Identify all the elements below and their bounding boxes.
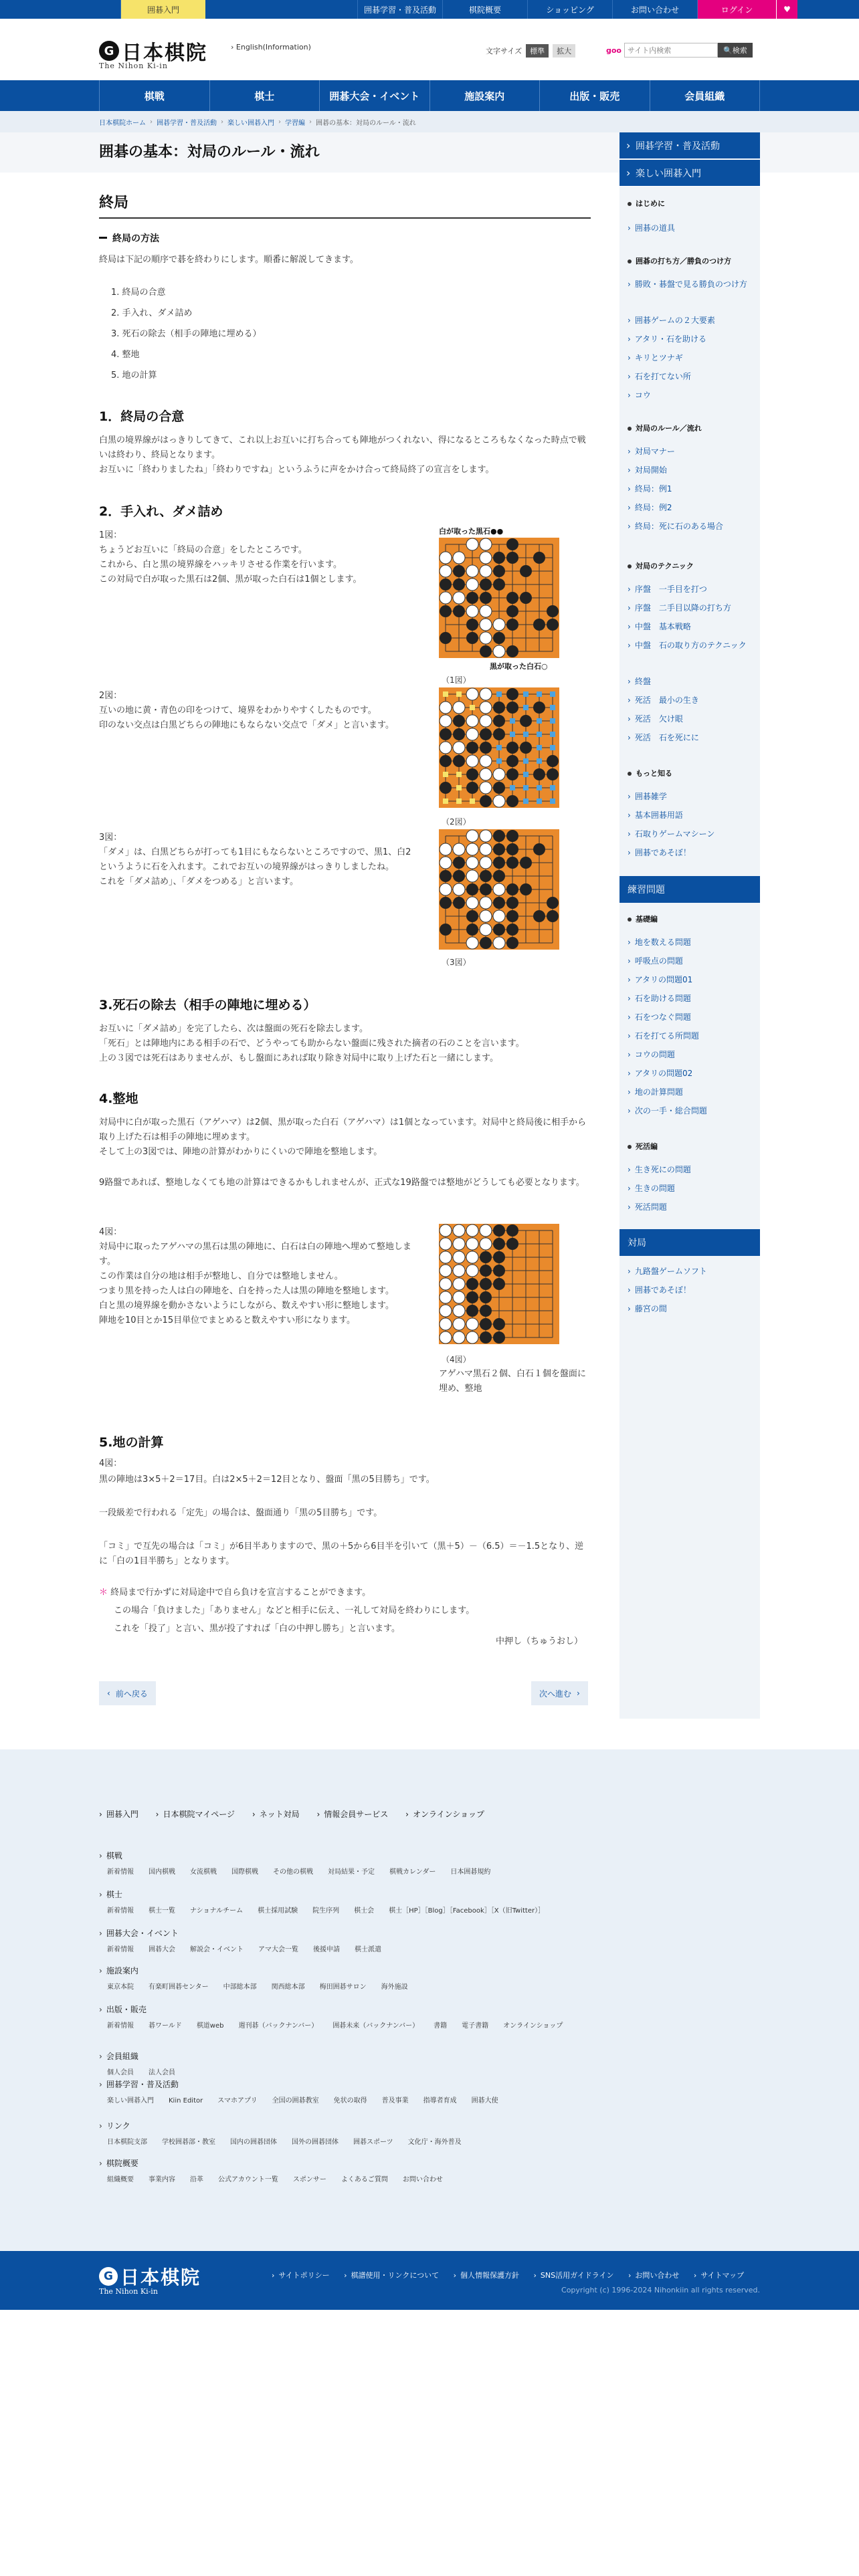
nav-facilities[interactable]: 施設案内 bbox=[430, 80, 540, 111]
footer-group-title[interactable]: › 出版・販売 bbox=[99, 2004, 741, 2015]
nav-events[interactable]: 囲碁大会・イベント bbox=[319, 80, 430, 111]
footer-link[interactable]: › 日本棋院マイページ bbox=[156, 1810, 235, 1819]
sidebar-link[interactable]: › 中盤 石の取り方のテクニック bbox=[628, 637, 748, 655]
footer-link[interactable]: 国内棋戦 bbox=[149, 1868, 175, 1876]
sidebar-link[interactable]: › 終盤 bbox=[628, 673, 748, 691]
footer-link[interactable]: 国外の囲碁団体 bbox=[292, 2139, 339, 2146]
footer-bottom-link[interactable]: › サイトマップ bbox=[694, 2271, 744, 2280]
footer-link[interactable]: 棋士［HP］［Blog］［Facebook］［X（旧Twitter）］ bbox=[389, 1907, 545, 1915]
footer-link[interactable]: スポンサー bbox=[292, 2176, 326, 2183]
sidebar-link[interactable]: › 死活 最小の生き bbox=[628, 691, 748, 710]
global-nav bbox=[0, 80, 859, 111]
step-item: 1. 終局の合意 bbox=[111, 288, 166, 298]
heading-dame: 2．手入れ、ダメ詰め bbox=[99, 504, 223, 519]
sidebar-cat-more: もっと知る bbox=[628, 768, 672, 778]
footer-link[interactable]: 院生序列 bbox=[312, 1907, 340, 1915]
login-button[interactable]: ログイン bbox=[697, 0, 776, 19]
step-item: 2. 手入れ、ダメ詰め bbox=[111, 308, 193, 318]
footer-link[interactable]: 週刊碁（バックナンバー） bbox=[238, 2022, 318, 2030]
agree-paragraph-1: 白黒の境界線がはっきりしてきて、これ以上お互いに打ち合っても陣地がつくれない、得になるところもなくなった時点で戦いは終わり、終局となります。 bbox=[99, 435, 586, 460]
sidebar-link[interactable]: › 勝敗・碁盤で見る勝負のつけ方 bbox=[628, 276, 748, 294]
footer-link[interactable]: 新着情報 bbox=[107, 1868, 134, 1876]
sidebar-link[interactable]: › 呼吸点の問題 bbox=[628, 952, 748, 970]
fig1-captured-white: 黒が取った白石○ bbox=[490, 662, 548, 671]
footer-link[interactable]: 棋戦カレンダー bbox=[389, 1868, 436, 1876]
method-intro: 終局は下記の順序で碁を終わりにします。順番に解説してきます。 bbox=[99, 255, 359, 265]
footer-group bbox=[99, 1965, 741, 1994]
footer-bottom-link[interactable]: › お問い合わせ bbox=[628, 2271, 679, 2280]
footer-bottom-link[interactable]: › 個人情報保護方針 bbox=[454, 2271, 519, 2280]
copyright: Copyright (c) 1996-2024 Nihonkiin all rights reserved. bbox=[561, 2286, 760, 2294]
fig4-caption-2: アゲハマ黒石２個、白石１個を盤面に埋め、整地 bbox=[439, 1369, 586, 1394]
sidebar-link[interactable]: › 石を助ける問題 bbox=[628, 990, 748, 1008]
footer-link[interactable]: 囲碁スポーツ bbox=[353, 2139, 393, 2146]
font-large-button[interactable]: 拡大 bbox=[553, 44, 575, 58]
footer-group-title[interactable]: › 施設案内 bbox=[99, 1965, 741, 1976]
sidebar-cat-life: 死活編 bbox=[628, 1141, 658, 1152]
page-title: 囲碁の基本：対局のルール・流れ bbox=[99, 144, 320, 160]
seichi-paragraph-2: 9路盤であれば、整地しなくても地の計算はできるかもしれませんが、正式な19路盤では整地がどうしても必要となります。 bbox=[99, 1178, 585, 1188]
breadcrumb-current: 囲碁の基本：対局のルール・流れ bbox=[316, 119, 416, 127]
site-header bbox=[0, 19, 859, 80]
footer-group-title[interactable]: › 棋士 bbox=[99, 1889, 741, 1900]
sidebar-link[interactable]: › 終局：死に石のある場合 bbox=[628, 518, 748, 536]
footer-group-title[interactable]: › 囲碁大会・イベント bbox=[99, 1927, 741, 1939]
sidebar-link[interactable]: › 石を打てる所問題 bbox=[628, 1027, 748, 1045]
font-size-switch: 文字サイズ 標準 拡大 bbox=[486, 44, 575, 58]
footer-link[interactable]: 事業内容 bbox=[149, 2176, 175, 2183]
page-bottom bbox=[0, 2310, 859, 2576]
calc-paragraph-2: 黒の陣地は3×5＋2＝17目。白は2×5＋2＝12目となり、盤面「黒の5目勝ち」です。 bbox=[99, 1475, 435, 1485]
fig3-caption: （3図） bbox=[442, 958, 471, 967]
step-item: 4. 整地 bbox=[111, 350, 140, 360]
next-page-button[interactable]: 次へ進む › bbox=[531, 1681, 588, 1705]
sidebar-link[interactable]: › 対局マナー bbox=[628, 443, 748, 461]
footer-group bbox=[99, 2157, 741, 2186]
footer-link[interactable]: スマホアプリ bbox=[217, 2097, 258, 2105]
sidebar-link[interactable]: › 死活 欠け眼 bbox=[628, 710, 748, 728]
footer-link[interactable]: › 囲碁入門 bbox=[99, 1810, 138, 1819]
footer-logo[interactable]: G 日本棋院 The Nihon Ki-in bbox=[99, 2266, 201, 2296]
footer-group-title[interactable]: › 棋戦 bbox=[99, 1850, 741, 1861]
footer-bottom-link[interactable]: › SNS活用ガイドライン bbox=[534, 2271, 614, 2280]
footer-link[interactable]: 公式アカウント一覧 bbox=[218, 2176, 278, 2183]
resign-note: ＊ 終局まで行かずに対局途中で自ら負けを宣言することができます。 この場合「負けました」「ありません」などと相手に伝え、一礼して対局を終わりにします。 これを「投了」と言い、黒が投了すれば「白の中押し勝ち」と言います。 bbox=[99, 1588, 475, 1634]
sidebar-link[interactable]: › アタリの問題02 bbox=[628, 1065, 748, 1083]
footer-group-title[interactable]: › 棋院概要 bbox=[99, 2157, 741, 2169]
sidebar-link[interactable]: › 囲碁であそぼ！ bbox=[628, 844, 748, 862]
sidebar-link[interactable]: › 序盤 一手目を打つ bbox=[628, 580, 748, 599]
sidebar-head-games: 対局 bbox=[619, 1229, 760, 1256]
footer-link[interactable]: 囲碁未来（バックナンバー） bbox=[332, 2022, 419, 2030]
footer-link[interactable]: 組織概要 bbox=[107, 2176, 134, 2183]
footer-link[interactable]: 法人会員 bbox=[149, 2069, 175, 2076]
footer-link[interactable]: オンラインショップ bbox=[503, 2022, 563, 2030]
footer-link[interactable]: 有楽町囲碁センター bbox=[149, 1983, 209, 1991]
footer-link[interactable]: 電子書籍 bbox=[462, 2022, 489, 2030]
calc-paragraph-1: 4図： bbox=[99, 1459, 122, 1469]
learn-link[interactable]: 囲碁学習・普及活動 bbox=[357, 0, 442, 19]
footer-link[interactable]: 後援申請 bbox=[313, 1946, 340, 1953]
footer-group bbox=[99, 2120, 741, 2149]
footer-link[interactable]: ナショナルチーム bbox=[190, 1907, 244, 1915]
footer-link[interactable]: 中部総本部 bbox=[223, 1983, 257, 1991]
fig1-captured-black: 白が取った黒石●● bbox=[439, 527, 504, 536]
footer-link[interactable]: 対局結果・予定 bbox=[328, 1868, 375, 1876]
footer-top-links bbox=[99, 1808, 499, 1820]
fig2-caption: （2図） bbox=[442, 817, 471, 827]
sidebar-link[interactable]: › アタリの問題01 bbox=[628, 971, 748, 989]
footer-link[interactable]: 沿革 bbox=[190, 2176, 203, 2183]
sidebar-link[interactable]: › 対局開始 bbox=[628, 461, 748, 479]
favorite-icon[interactable]: ♥ bbox=[776, 0, 797, 19]
sidebar-cat-basic: 基礎編 bbox=[628, 914, 658, 924]
footer-bottom-link[interactable]: › 棋譜使用・リンクについて bbox=[344, 2271, 439, 2280]
heading-calc: 5.地の計算 bbox=[99, 1435, 164, 1450]
go-board-fig3 bbox=[439, 829, 559, 950]
footer-link[interactable]: 新着情報 bbox=[107, 1946, 134, 1953]
footer-link[interactable]: 新着情報 bbox=[107, 2022, 134, 2030]
sidebar-cat-tech: 対局のテクニック bbox=[628, 560, 694, 571]
footer-link[interactable]: アマ大会一覧 bbox=[258, 1946, 298, 1953]
sidebar-link[interactable]: › 中盤 基本戦略 bbox=[628, 618, 748, 636]
sidebar-link[interactable]: › 終局：例1 bbox=[628, 480, 748, 498]
footer-link[interactable]: › ネット対局 bbox=[252, 1810, 300, 1819]
sidebar-link[interactable]: › アタリ・石を助ける bbox=[628, 330, 748, 348]
fig4-text: 4図： 対局中に取ったアゲハマの黒石は黒の陣地に、白石は白の陣地へ埋めて整地します。 この作業は自分の地は相手が整地し、自分では整地しません。 つまり黒を持った人は白の陣地を、白を持った人は黒の陣地を整地します。 白と黒の境界線を動かさないようにしながら、数えやすい形に整地します。 陣地を10目とか15目単位でまとめると数えやすい形になります。 bbox=[99, 1227, 411, 1325]
sidebar bbox=[619, 132, 760, 1719]
sidebar-link[interactable]: › キリとツナギ bbox=[628, 349, 748, 367]
goo-logo: goo bbox=[606, 45, 622, 55]
nav-kisen[interactable]: 棋戦 bbox=[99, 80, 209, 111]
footer-link[interactable]: よくあるご質問 bbox=[341, 2176, 388, 2183]
footer-link[interactable]: 日本棋院支部 bbox=[107, 2139, 147, 2146]
footer-link[interactable]: 学校囲碁部・教室 bbox=[162, 2139, 215, 2146]
sidebar-link[interactable]: › 基本囲碁用語 bbox=[628, 807, 748, 825]
sidebar-learn-button[interactable]: › 囲碁学習・普及活動 bbox=[619, 132, 760, 159]
author-line: 中押し（ちゅうおし） bbox=[495, 1636, 583, 1646]
footer-link[interactable]: 新着情報 bbox=[107, 1907, 134, 1915]
breadcrumb-learn[interactable]: 囲碁学習・普及活動 bbox=[157, 119, 217, 127]
footer-link[interactable]: 梅田囲碁サロン bbox=[319, 1983, 367, 1991]
sidebar-link[interactable]: › 地の計算問題 bbox=[628, 1083, 748, 1101]
footer-group-title[interactable]: › 会員組織 bbox=[99, 2050, 741, 2062]
sidebar-link[interactable]: › 囲碁の道具 bbox=[628, 219, 748, 237]
footer-link[interactable]: 棋士一覧 bbox=[149, 1907, 175, 1915]
footer-link[interactable]: 国内の囲碁団体 bbox=[230, 2139, 277, 2146]
nav-membership[interactable]: 会員組織 bbox=[650, 80, 761, 111]
footer-link[interactable]: 棋士派遣 bbox=[355, 1946, 381, 1953]
sidebar-link[interactable]: › 死活問題 bbox=[628, 1198, 748, 1216]
footer-group bbox=[99, 1889, 741, 1917]
footer-link[interactable]: 解説会・イベント bbox=[190, 1946, 244, 1953]
footer-link[interactable]: その他の棋戦 bbox=[273, 1868, 313, 1876]
footer-link[interactable]: 免状の取得 bbox=[333, 2097, 367, 2105]
footer-group bbox=[99, 1927, 741, 1956]
footer-link[interactable]: 指導者育成 bbox=[423, 2097, 457, 2105]
step-item: 5. 地の計算 bbox=[111, 370, 157, 381]
footer-link[interactable]: 文化庁・海外普及 bbox=[407, 2139, 462, 2146]
go-board-fig2 bbox=[439, 687, 559, 808]
footer-link[interactable]: 囲碁大会 bbox=[149, 1946, 175, 1953]
footer-link[interactable]: 全国の囲碁教室 bbox=[272, 2097, 319, 2105]
footer-link[interactable]: 海外施設 bbox=[381, 1983, 408, 1991]
sidebar-link[interactable]: › 九路盤ゲームソフト bbox=[628, 1263, 748, 1281]
sidebar-link[interactable]: › 次の一手・総合問題 bbox=[628, 1102, 748, 1120]
footer-link[interactable]: 女流棋戦 bbox=[190, 1868, 217, 1876]
english-link[interactable]: › English(Information) bbox=[231, 43, 311, 51]
fig4-caption: （4図） bbox=[442, 1355, 471, 1364]
shopping-link[interactable]: ショッピング bbox=[527, 0, 612, 19]
footer-link[interactable]: 囲碁大使 bbox=[471, 2097, 498, 2105]
agree-paragraph-2: お互いに「終わりましたね」「終わりですね」というふうに声をかけ合って終局終了の宣言をします。 bbox=[99, 465, 494, 475]
breadcrumb-home[interactable]: 日本棋院ホーム bbox=[99, 119, 146, 127]
method-title: 終局の方法 bbox=[99, 231, 159, 245]
sidebar-cat-way: 囲碁の打ち方／勝負のつけ方 bbox=[628, 255, 731, 266]
sidebar-intro-button[interactable]: › 楽しい囲碁入門 bbox=[619, 160, 760, 187]
nav-kishi[interactable]: 棋士 bbox=[209, 80, 320, 111]
search-input[interactable] bbox=[624, 43, 718, 58]
sidebar-link[interactable]: › 石をつなぐ問題 bbox=[628, 1008, 748, 1027]
breadcrumb-intro[interactable]: 楽しい囲碁入門 bbox=[227, 119, 274, 127]
section-title: 終局 bbox=[99, 191, 591, 219]
go-board-fig1 bbox=[439, 538, 559, 658]
sidebar-link[interactable]: › 囲碁ゲームの２大要素 bbox=[628, 312, 748, 330]
footer-group bbox=[99, 1850, 741, 1879]
footer-link[interactable]: お問い合わせ bbox=[402, 2176, 443, 2183]
sidebar-link[interactable]: › 囲碁であそぼ！ bbox=[628, 1281, 748, 1299]
footer-group-title[interactable]: › リンク bbox=[99, 2120, 741, 2131]
footer-link[interactable]: 棋道web bbox=[196, 2022, 224, 2030]
footer-link[interactable]: 東京本院 bbox=[107, 1983, 134, 1991]
footer-link[interactable]: 棋士会 bbox=[354, 1907, 375, 1915]
footer-group bbox=[99, 2050, 741, 2079]
step-item: 3. 死石の除去（相手の陣地に埋める） bbox=[111, 329, 262, 339]
footer-link[interactable]: Kiin Editor bbox=[169, 2097, 203, 2105]
heading-seichi: 4.整地 bbox=[99, 1091, 138, 1106]
fig1-caption: （1図） bbox=[442, 675, 471, 685]
sidebar-cat-rule: 対局のルール／流れ bbox=[628, 423, 702, 433]
font-normal-button[interactable]: 標準 bbox=[526, 44, 549, 58]
sidebar-link[interactable]: › 終局：例2 bbox=[628, 499, 748, 517]
footer-link[interactable]: 日本囲碁規約 bbox=[450, 1868, 491, 1876]
sidebar-link[interactable]: › 死活 石を死にに bbox=[628, 729, 748, 747]
footer-group bbox=[99, 2078, 741, 2107]
calc-paragraph-3: 一段級差で行われる「定先」の場合は、盤面通り「黒の5目勝ち」です。 bbox=[99, 1508, 383, 1518]
top-utility-bar bbox=[0, 0, 859, 19]
contact-link[interactable]: お問い合わせ bbox=[612, 0, 697, 19]
sidebar-cat-intro: はじめに bbox=[628, 198, 665, 209]
sidebar-link[interactable]: › 序盤 二手目以降の打ち方 bbox=[628, 599, 748, 617]
breadcrumb: 日本棋院ホーム › 囲碁学習・普及活動 › 楽しい囲碁入門 › 学習編 › 囲碁の基本：対局のルール・流れ bbox=[0, 111, 859, 132]
footer-link[interactable]: 楽しい囲碁入門 bbox=[107, 2097, 154, 2105]
steps-list bbox=[111, 282, 262, 386]
footer-link[interactable]: 普及事業 bbox=[381, 2097, 409, 2105]
sidebar-link[interactable]: › コウの問題 bbox=[628, 1046, 748, 1064]
footer-link[interactable]: 個人会員 bbox=[107, 2069, 134, 2076]
breadcrumb-study[interactable]: 学習編 bbox=[285, 119, 305, 127]
sidebar-link[interactable]: › 地を数える問題 bbox=[628, 934, 748, 952]
footer-link[interactable]: 棋士採用試験 bbox=[258, 1907, 298, 1915]
footer-group bbox=[99, 2004, 741, 2032]
site-logo[interactable]: G 日本棋院 The Nihon Ki-in bbox=[99, 41, 207, 70]
fig3-text: 3図： 「ダメ」は、白黒どちらが打っても1目にもならないところですので、黒1、白2というように石を入れます。これでお互いの境界線がはっきりしましたね。 これを「ダメ詰め」、「ダメをつめる」と言います。 bbox=[99, 833, 411, 887]
sidebar-link[interactable]: › 生きの問題 bbox=[628, 1180, 748, 1198]
footer-link[interactable]: 碁ワールド bbox=[149, 2022, 182, 2030]
footer-link[interactable]: › オンラインショップ bbox=[405, 1810, 484, 1819]
sidebar-link[interactable]: › 石を打てない所 bbox=[628, 368, 748, 386]
fig1-text: 1図： ちょうどお互いに「終局の合意」をしたところです。 これから、白と黒の境界線をハッキリさせる作業を行います。 この対局で白が取った黒石は2個、黒が取った白石は1個とします。 bbox=[99, 530, 362, 584]
go-board-fig4 bbox=[439, 1224, 559, 1344]
logo-mark-icon: G bbox=[99, 41, 119, 61]
sidebar-link[interactable]: › 石取りゲームマシーン bbox=[628, 825, 748, 843]
footer bbox=[0, 1749, 859, 2251]
prev-page-button[interactable]: ‹ 前へ戻る bbox=[99, 1681, 156, 1705]
sidebar-link[interactable]: › 藤宮の間 bbox=[628, 1300, 748, 1318]
footer-group-title[interactable]: › 囲碁学習・普及活動 bbox=[99, 2078, 741, 2090]
dead-paragraph: お互いに「ダメ詰め」を完了したら、次は盤面の死石を除去します。 「死石」とは陣地内にある相手の石で、どうやっても助からない盤面に残された摘者の石のことを言います。 上の３図では死石はありませんが、もし盤面にあれば取り除き対局中に取り上げた石と一緒にします。 bbox=[99, 1024, 524, 1063]
seichi-paragraph: 対局中に白が取った黒石（アゲハマ）は2個、黒が取った白石（アゲハマ）は1個となっています。対局中と終局後に相手から取り上げた石は相手の陣地に埋めます。 そして上の3図では、陣地の計算がわかりにくいので陣地を整地します。 bbox=[99, 1117, 587, 1157]
beginner-link[interactable]: 囲碁入門 bbox=[120, 0, 205, 19]
sidebar-head-practice: 練習問題 bbox=[619, 876, 760, 903]
footer-link[interactable]: 書籍 bbox=[434, 2022, 448, 2030]
site-search bbox=[606, 43, 753, 58]
heading-dead: 3.死石の除去（相手の陣地に埋める） bbox=[99, 998, 316, 1012]
sidebar-link[interactable]: › コウ bbox=[628, 387, 748, 405]
footer-bottom-link[interactable]: › サイトポリシー bbox=[272, 2271, 330, 2280]
fig2-text: 2図： 互いの地に黄・青色の印をつけて、境界をわかりやすくしたものです。 印のない交点は白黒どちらの陣地にもならない交点で「ダメ」と言います。 bbox=[99, 691, 394, 730]
heading-agree: 1．終局の合意 bbox=[99, 409, 185, 424]
footer-link[interactable]: 国際棋戦 bbox=[231, 1868, 258, 1876]
calc-paragraph-4: 「コミ」で互先の場合は「コミ」が6目半ありますので、黒の＋5から6目半を引いて（黒＋5）－（6.5）＝－1.5となり、逆に「白の1目半勝ち」となります。 bbox=[99, 1541, 584, 1566]
nav-publishing[interactable]: 出版・販売 bbox=[539, 80, 650, 111]
overview-link[interactable]: 棋院概要 bbox=[442, 0, 527, 19]
footer-bottom-links bbox=[272, 2270, 756, 2280]
search-button[interactable]: 🔍 検索 bbox=[718, 43, 753, 58]
footer-link[interactable]: 関西総本部 bbox=[271, 1983, 305, 1991]
logo-mark-icon: G bbox=[99, 2267, 118, 2286]
sidebar-link[interactable]: › 囲碁雑学 bbox=[628, 788, 748, 806]
sidebar-link[interactable]: › 生き死にの問題 bbox=[628, 1161, 748, 1179]
footer-link[interactable]: › 情報会員サービス bbox=[316, 1810, 388, 1819]
